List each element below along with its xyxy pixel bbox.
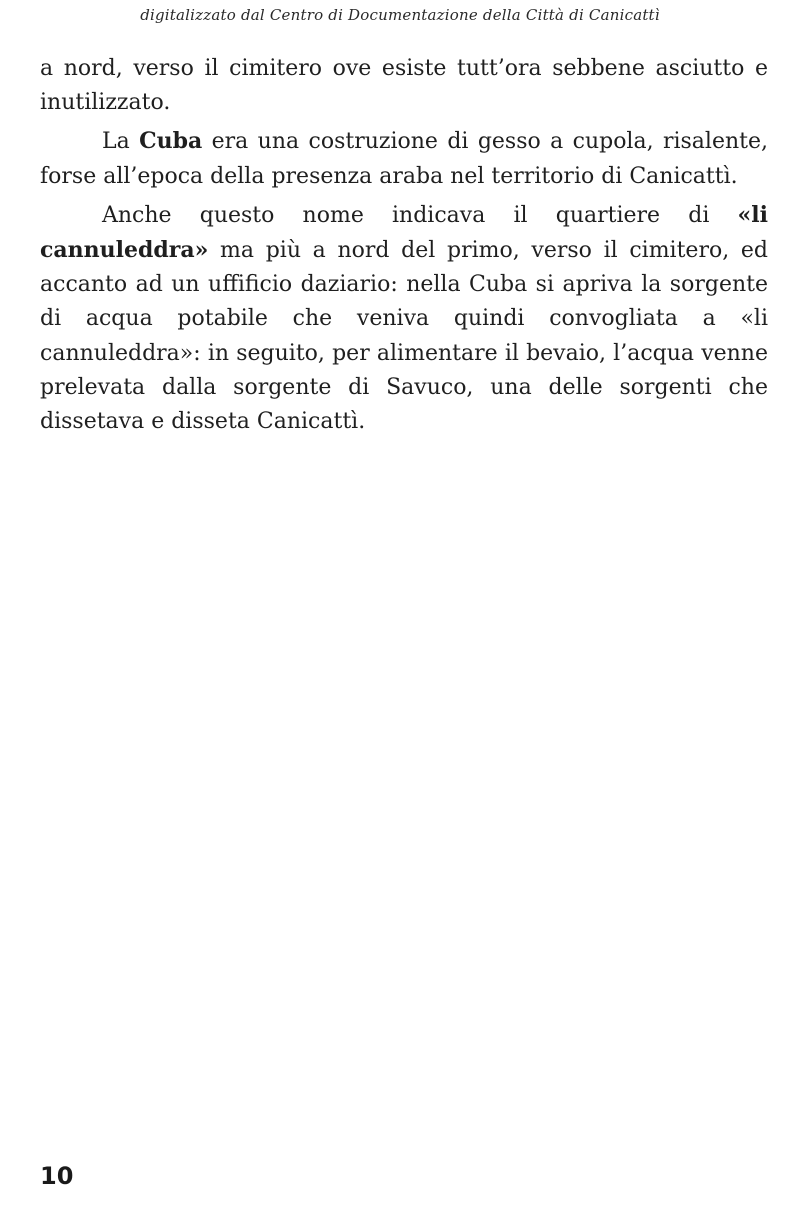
body-text xyxy=(40,52,768,439)
paragraph-2-rest: era una costruzione di gesso a cupola, risalente, forse all’epoca della presenza araba nel territorio di Canicattì. xyxy=(40,129,768,189)
paragraph-2-lead: La xyxy=(102,129,140,155)
term-li-cannuleddra: «li cannuleddra» xyxy=(40,201,768,264)
term-cuba: Cuba xyxy=(139,128,203,155)
paragraph-3 xyxy=(40,198,768,439)
paragraph-2 xyxy=(40,124,768,193)
paragraph-1: a nord, verso il cimitero ove esiste tutt’ora sebbene asciutto e inutilizzato. xyxy=(40,56,768,116)
page-number: 10 xyxy=(40,1162,74,1190)
digitization-watermark: digitalizzato dal Centro di Documentazione della Città di Canicattì xyxy=(140,6,660,24)
paragraph-3-rest: ma più a nord del primo, verso il cimitero, ed accanto ad un uffificio daziario: nella Cuba si apriva la sorgente di acqua potabile che veniva quindi convogliata a «li cannuleddra»: in seguito, per alimentare il bevaio, l’acqua venne prelevata dalla sorgente di Savuco, una delle sorgenti che dissetava e disseta Canicattì. xyxy=(40,238,768,435)
paragraph-3-lead: Anche questo nome indicava il quartiere di xyxy=(102,202,738,228)
